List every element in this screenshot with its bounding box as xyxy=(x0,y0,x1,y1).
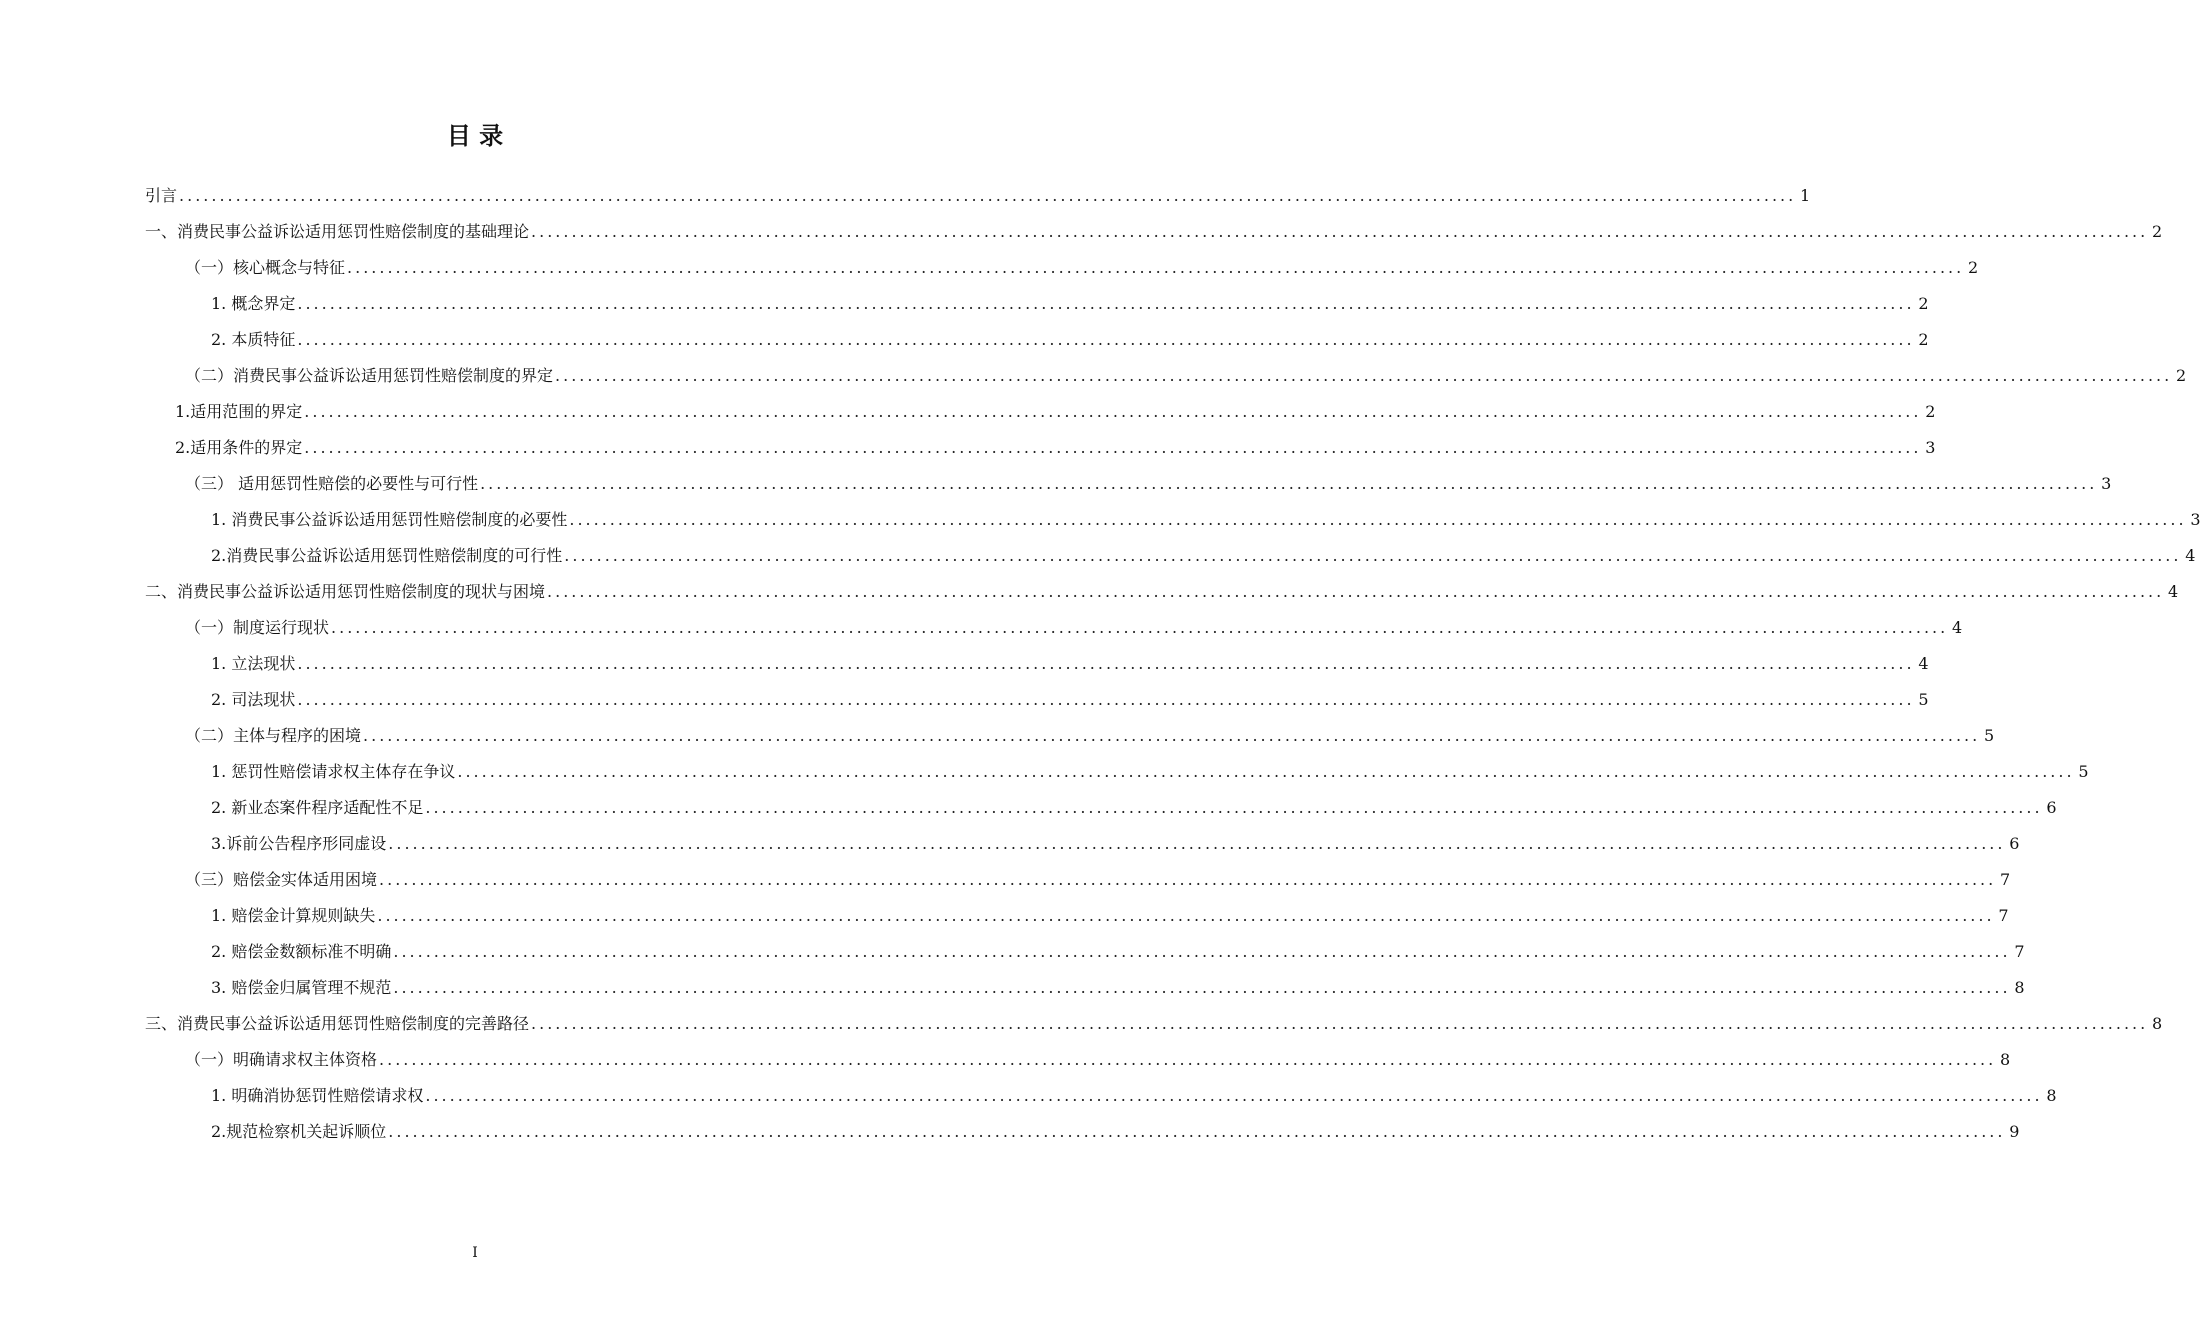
toc-entry-page: 2 xyxy=(2176,366,2187,385)
toc-entry-page: 5 xyxy=(2078,762,2089,781)
toc-entry-page: 7 xyxy=(1998,906,2009,925)
toc-entry-text: 2.规范检察机关起诉顺位 xyxy=(211,1122,387,1141)
toc-entry-page: 6 xyxy=(2046,798,2057,817)
toc-leader-dots: ........................................................................................................................................................................................................ xyxy=(179,186,1797,205)
page-number-footer: I xyxy=(472,1245,478,1261)
toc-leader-dots: ........................................................................................................................................................................................................ xyxy=(304,402,1922,421)
toc-leader-dots: ........................................................................................................................................................................................................ xyxy=(425,798,2043,817)
toc-entry[interactable] xyxy=(145,250,1979,286)
toc-entry-page: 4 xyxy=(1952,618,1963,637)
toc-entry[interactable] xyxy=(145,790,2057,826)
toc-entry-page: 9 xyxy=(2009,1122,2020,1141)
toc-entry-text: 3. 赔偿金归属管理不规范 xyxy=(211,978,392,997)
toc-leader-dots: ........................................................................................................................................................................................................ xyxy=(457,762,2075,781)
toc-entry-page: 4 xyxy=(1918,654,1929,673)
toc-entry-page: 5 xyxy=(1984,726,1995,745)
toc-entry[interactable] xyxy=(145,178,1811,214)
toc-entry[interactable] xyxy=(145,538,2196,574)
toc-entry-text: 2. 司法现状 xyxy=(211,690,296,709)
toc-entry-page: 3 xyxy=(1925,438,1936,457)
toc-entry[interactable] xyxy=(145,394,1936,430)
toc-entry-text: 1. 立法现状 xyxy=(211,654,296,673)
toc-entry-page: 8 xyxy=(2046,1086,2057,1105)
toc-entry-page: 2 xyxy=(1918,330,1929,349)
toc-leader-dots: ........................................................................................................................................................................................................ xyxy=(379,1050,1997,1069)
toc-entry-page: 6 xyxy=(2009,834,2020,853)
toc-entry[interactable] xyxy=(145,898,2009,934)
toc-leader-dots: ........................................................................................................................................................................................................ xyxy=(569,510,2187,529)
toc-leader-dots: ........................................................................................................................................................................................................ xyxy=(297,294,1915,313)
toc-entry-page: 2 xyxy=(1968,258,1979,277)
toc-entry-page: 2 xyxy=(1918,294,1929,313)
toc-entry-text: 1.适用范围的界定 xyxy=(175,402,303,421)
toc-entry[interactable] xyxy=(145,466,2112,502)
toc-leader-dots: ........................................................................................................................................................................................................ xyxy=(297,330,1915,349)
toc-leader-dots: ........................................................................................................................................................................................................ xyxy=(547,582,2165,601)
toc-entry-text: 1. 消费民事公益诉讼适用惩罚性赔偿制度的必要性 xyxy=(211,510,568,529)
toc-leader-dots: ........................................................................................................................................................................................................ xyxy=(531,1014,2149,1033)
toc-entry[interactable] xyxy=(145,970,2025,1006)
toc-entry[interactable] xyxy=(145,214,2163,250)
toc-entry[interactable] xyxy=(145,646,1929,682)
toc-leader-dots: ........................................................................................................................................................................................................ xyxy=(388,834,2006,853)
toc-entry-page: 8 xyxy=(2000,1050,2011,1069)
toc-entry[interactable] xyxy=(145,682,1929,718)
toc-entry-page: 7 xyxy=(2014,942,2025,961)
toc-entry-text: （二）主体与程序的困境 xyxy=(185,726,362,745)
toc-entry-text: （三）赔偿金实体适用困境 xyxy=(185,870,378,889)
toc-entry-text: 1. 概念界定 xyxy=(211,294,296,313)
toc-leader-dots: ........................................................................................................................................................................................................ xyxy=(331,618,1949,637)
toc-entry[interactable] xyxy=(145,1042,2011,1078)
toc-leader-dots: ........................................................................................................................................................................................................ xyxy=(304,438,1922,457)
toc-entry-text: 3.诉前公告程序形同虚设 xyxy=(211,834,387,853)
toc-entry-page: 8 xyxy=(2014,978,2025,997)
toc-entry-text: 一、消费民事公益诉讼适用惩罚性赔偿制度的基础理论 xyxy=(145,222,530,241)
toc-entry-text: 2. 本质特征 xyxy=(211,330,296,349)
toc-entry[interactable] xyxy=(145,574,2179,610)
toc-leader-dots: ........................................................................................................................................................................................................ xyxy=(393,978,2011,997)
toc-entry-text: 1. 惩罚性赔偿请求权主体存在争议 xyxy=(211,762,456,781)
toc-leader-dots: ........................................................................................................................................................................................................ xyxy=(564,546,2182,565)
toc-entry[interactable] xyxy=(145,358,2187,394)
toc-entry-page: 2 xyxy=(2152,222,2163,241)
toc-entry-page: 4 xyxy=(2185,546,2196,565)
toc-leader-dots: ........................................................................................................................................................................................................ xyxy=(393,942,2011,961)
toc-entry-page: 3 xyxy=(2101,474,2112,493)
toc-entry-page: 4 xyxy=(2168,582,2179,601)
toc-entry-text: （一）制度运行现状 xyxy=(185,618,330,637)
toc-entry-text: 1. 赔偿金计算规则缺失 xyxy=(211,906,376,925)
table-of-contents xyxy=(145,178,2201,1150)
toc-entry-page: 3 xyxy=(2190,510,2201,529)
toc-leader-dots: ........................................................................................................................................................................................................ xyxy=(347,258,1965,277)
toc-leader-dots: ........................................................................................................................................................................................................ xyxy=(363,726,1981,745)
toc-entry-page: 1 xyxy=(1800,186,1811,205)
toc-entry[interactable] xyxy=(145,1006,2163,1042)
toc-leader-dots: ........................................................................................................................................................................................................ xyxy=(388,1122,2006,1141)
toc-entry[interactable] xyxy=(145,934,2025,970)
toc-entry[interactable] xyxy=(145,610,1963,646)
toc-leader-dots: ........................................................................................................................................................................................................ xyxy=(555,366,2173,385)
toc-entry[interactable] xyxy=(145,754,2089,790)
toc-entry-text: （一）核心概念与特征 xyxy=(185,258,346,277)
toc-entry[interactable] xyxy=(145,862,2011,898)
toc-entry-page: 7 xyxy=(2000,870,2011,889)
toc-entry-text: （二）消费民事公益诉讼适用惩罚性赔偿制度的界定 xyxy=(185,366,554,385)
toc-entry-text: 2.消费民事公益诉讼适用惩罚性赔偿制度的可行性 xyxy=(211,546,563,565)
toc-entry[interactable] xyxy=(145,1114,2020,1150)
toc-entry-text: 引言 xyxy=(145,186,178,205)
toc-leader-dots: ........................................................................................................................................................................................................ xyxy=(425,1086,2043,1105)
toc-entry[interactable] xyxy=(145,322,1929,358)
toc-entry-text: 2. 赔偿金数额标准不明确 xyxy=(211,942,392,961)
toc-entry-text: 二、消费民事公益诉讼适用惩罚性赔偿制度的现状与困境 xyxy=(145,582,546,601)
toc-entry-page: 5 xyxy=(1918,690,1929,709)
toc-leader-dots: ........................................................................................................................................................................................................ xyxy=(297,654,1915,673)
toc-leader-dots: ........................................................................................................................................................................................................ xyxy=(480,474,2098,493)
toc-entry-text: 1. 明确消协惩罚性赔偿请求权 xyxy=(211,1086,424,1105)
toc-entry-text: （三） 适用惩罚性赔偿的必要性与可行性 xyxy=(185,474,479,493)
toc-leader-dots: ........................................................................................................................................................................................................ xyxy=(297,690,1915,709)
toc-entry[interactable] xyxy=(145,1078,2057,1114)
toc-leader-dots: ........................................................................................................................................................................................................ xyxy=(379,870,1997,889)
toc-entry[interactable] xyxy=(145,826,2020,862)
toc-entry-text: 2.适用条件的界定 xyxy=(175,438,303,457)
toc-entry-page: 2 xyxy=(1925,402,1936,421)
toc-entry-text: （一）明确请求权主体资格 xyxy=(185,1050,378,1069)
toc-entry[interactable] xyxy=(145,430,1936,466)
toc-entry[interactable] xyxy=(145,718,1995,754)
toc-entry-text: 2. 新业态案件程序适配性不足 xyxy=(211,798,424,817)
toc-entry[interactable] xyxy=(145,286,1929,322)
toc-leader-dots: ........................................................................................................................................................................................................ xyxy=(531,222,2149,241)
toc-entry-text: 三、消费民事公益诉讼适用惩罚性赔偿制度的完善路径 xyxy=(145,1014,530,1033)
toc-title: 目 录 xyxy=(446,121,504,150)
toc-entry-page: 8 xyxy=(2152,1014,2163,1033)
toc-entry[interactable] xyxy=(145,502,2201,538)
toc-leader-dots: ........................................................................................................................................................................................................ xyxy=(377,906,1995,925)
